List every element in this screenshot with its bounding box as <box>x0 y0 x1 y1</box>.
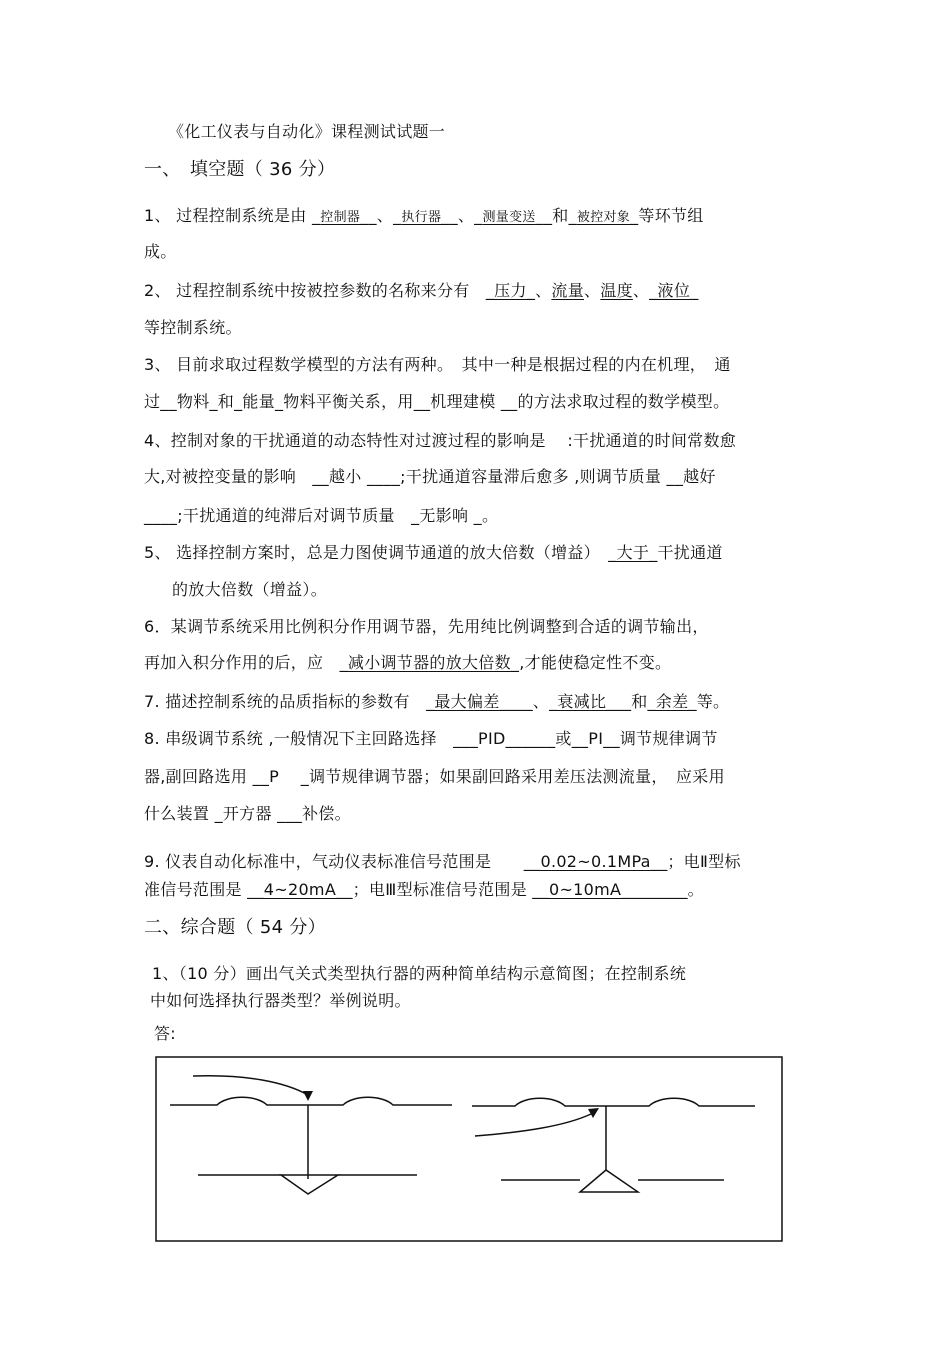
q6-answer: _减小调节器的放大倍数 <box>339 653 511 672</box>
q7-prefix: 7. 描述控制系统的品质指标的参数有 <box>144 692 427 711</box>
diaphragm-line-right <box>472 1098 755 1106</box>
actuator-diagram <box>155 1056 783 1242</box>
question-2-cont: 等控制系统。 <box>144 318 242 337</box>
q9-mid-2: ；电Ⅲ型标准信号范围是 <box>352 880 533 899</box>
q9-answer-1: __0.02~0.1MPa__ <box>523 852 668 871</box>
q1-answer-3: 测量变送 <box>482 210 536 225</box>
question-3-line-1: 3、 目前求取过程数学模型的方法有两种。 其中一种是根据过程的内在机理， 通 <box>144 355 731 374</box>
air-arrow-left <box>193 1076 308 1095</box>
answer-label: 答: <box>154 1024 176 1043</box>
q1-sep-3: __和_ <box>535 206 577 225</box>
q1-suffix: _等环节组 <box>630 206 704 225</box>
q9-mid: ；电Ⅱ型标 <box>667 852 741 871</box>
comprehensive-q1-line-2: 中如何选择执行器类型？举例说明。 <box>150 991 411 1010</box>
q2-sep-3: 、 <box>632 281 650 300</box>
q2-answer-2: 流量 <box>551 281 584 300</box>
q1-sep-1: __、_ <box>360 206 402 225</box>
question-4-line-1: 4、控制对象的干扰通道的动态特性对过渡过程的影响是 :干扰通道的时间常数愈 <box>144 431 737 450</box>
q9-answer-2: __4~20mA__ <box>247 880 353 899</box>
q7-sep-1: 、 <box>532 692 550 711</box>
diagram-frame <box>156 1057 782 1241</box>
q5-prefix: 5、 选择控制方案时，总是力图使调节通道的放大倍数（增益） <box>144 543 609 562</box>
air-arrow-right <box>475 1114 591 1136</box>
q2-answer-4: _液位_ <box>649 281 699 300</box>
q2-answer-1: _压力_ <box>485 281 536 300</box>
section-heading-comprehensive: 二、综合题（ 54 分） <box>144 917 326 938</box>
diaphragm-line-left <box>170 1097 452 1105</box>
q9-prefix-2: 准信号范围是 <box>144 880 248 899</box>
question-1 <box>144 206 704 228</box>
q7-sep-2: 和 <box>631 692 648 711</box>
question-8-line-3: 什么装置 _开方器 ___补偿。 <box>144 804 351 823</box>
q5-answer: _大于_ <box>608 543 658 562</box>
q9-answer-3: __0~10mA________ <box>532 880 688 899</box>
q7-answer-2: _衰减比___ <box>549 692 632 711</box>
q9-prefix: 9. 仪表自动化标准中，气动仪表标准信号范围是 <box>144 852 524 871</box>
valve-plug-right <box>580 1170 638 1192</box>
section-heading-fill-in: 一、 填空题（ 36 分） <box>144 159 336 180</box>
arrowhead-right <box>588 1108 599 1118</box>
question-9-line-2 <box>144 880 704 900</box>
actuator-right <box>472 1098 755 1192</box>
q1-prefix: 1、 过程控制系统是由 _ <box>144 206 321 225</box>
valve-plug-left <box>281 1175 338 1194</box>
question-8-line-1: 8. 串级调节系统 ,一般情况下主回路选择 ___PID______或__PI__调节规律调节 <box>144 729 718 748</box>
q1-answer-1: 控制器 <box>320 210 361 225</box>
q7-answer-1: _最大偏差____ <box>426 692 533 711</box>
arrowhead-left <box>303 1091 313 1101</box>
question-4-line-2: 大,对被控变量的影响 __越小 ____;干扰通道容量滞后愈多 ,则调节质量 __越好 <box>144 467 716 486</box>
q6-suffix: _,才能使稳定性不变。 <box>510 653 672 672</box>
question-7 <box>144 692 729 712</box>
question-1-cont: 成。 <box>144 242 177 261</box>
q7-answer-3: _余差_ <box>647 692 697 711</box>
page-title: 《化工仪表与自动化》课程测试试题一 <box>168 122 446 141</box>
q1-sep-2: __、_ <box>441 206 483 225</box>
question-2 <box>144 281 698 301</box>
question-9-line-1 <box>144 852 741 872</box>
q9-end: 。 <box>687 880 704 899</box>
q1-answer-2: 执行器 <box>401 210 442 225</box>
question-3-line-2: 过__物料_和_能量_物料平衡关系，用__机理建模 __的方法求取过程的数学模型。 <box>144 392 730 411</box>
question-6-line-1: 6．某调节系统采用比例积分作用调节器，先用纯比例调整到合适的调节输出， <box>144 617 709 636</box>
q2-sep-1: 、 <box>535 281 552 300</box>
q5-suffix: 干扰通道 <box>657 543 723 562</box>
q2-prefix: 2、 过程控制系统中按被控参数的名称来分有 <box>144 281 486 300</box>
question-6-line-2 <box>144 653 671 673</box>
q1-answer-4: 被控对象 <box>576 210 631 225</box>
question-8-line-2: 器,副回路选用 __P _调节规律调节器；如果副回路采用差压法测流量， 应采用 <box>144 767 725 786</box>
question-4-line-3: ____;干扰通道的纯滞后对调节质量 _无影响 _。 <box>144 506 499 525</box>
q2-sep-2: 、 <box>584 281 601 300</box>
question-5-cont: 的放大倍数（增益）。 <box>172 580 328 599</box>
q7-suffix: 等。 <box>696 692 730 711</box>
comprehensive-q1-line-1: 1、（10 分）画出气关式类型执行器的两种简单结构示意简图；在控制系统 <box>152 964 687 983</box>
question-5 <box>144 543 723 563</box>
q2-answer-3: 温度 <box>600 281 633 300</box>
q6-prefix: 再加入积分作用的后，应 <box>144 653 340 672</box>
